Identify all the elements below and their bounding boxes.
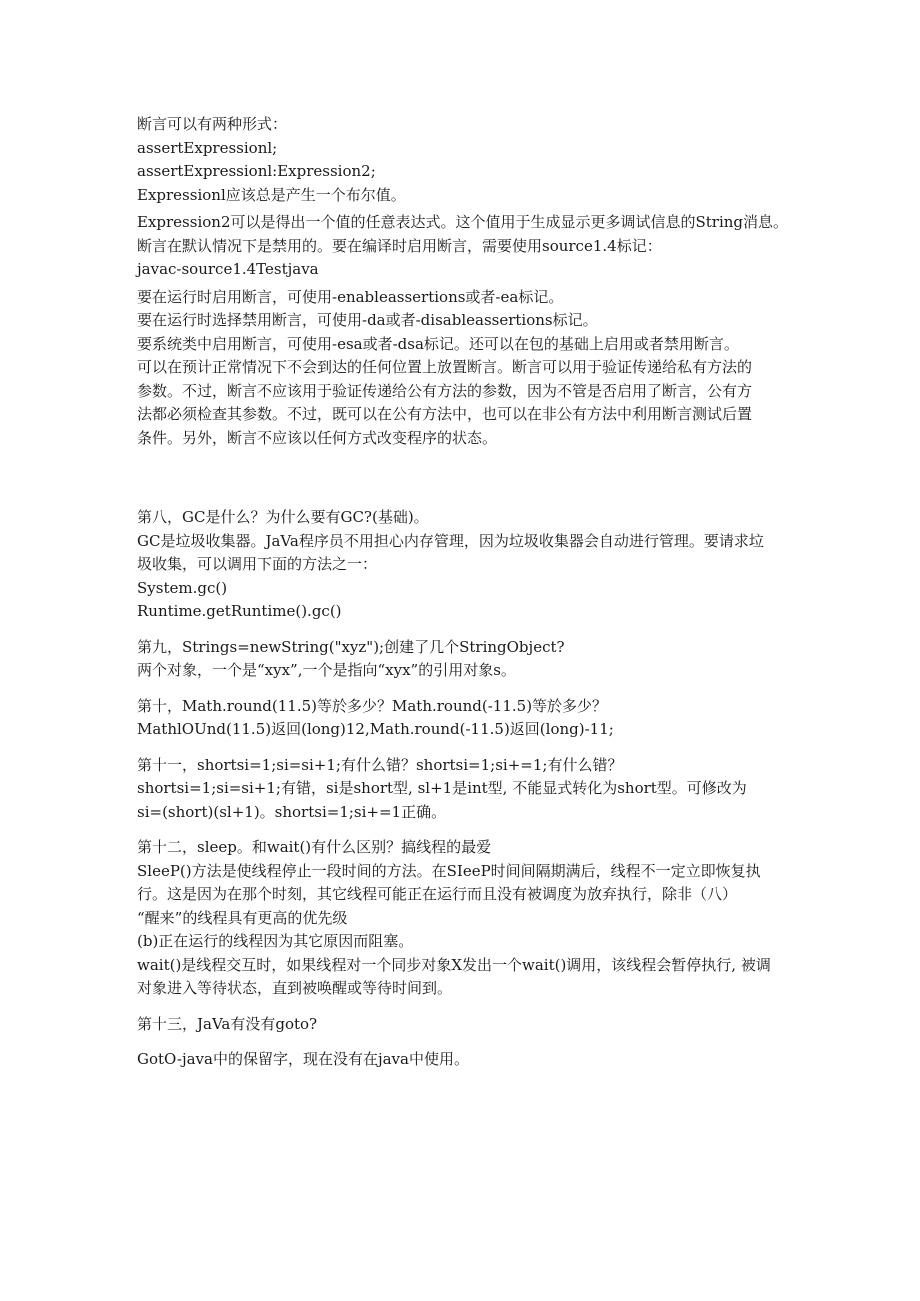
code-line: assertExpressionl; xyxy=(137,138,278,157)
question-heading: 第九，Strings=newString("xyz");创建了几个StringObject? xyxy=(137,637,565,656)
code-line: System.gc() xyxy=(137,578,228,597)
assertion-section xyxy=(137,113,789,450)
text-line: SleeP()方法是使线程停止一段时间的方法。在SIeeP时间间隔期满后，线程不一定立即恢复执 xyxy=(137,861,761,880)
text-line: 行。这是因为在那个时刻，其它线程可能正在运行而且没有被调度为放弃执行，除非（八） xyxy=(137,885,738,903)
question-heading: 第八，GC是什么？为什么要有GC?(基础)。 xyxy=(137,508,429,526)
question-heading: 第十二，sleep。和wait()有什么区别？搞线程的最爱 xyxy=(137,838,492,856)
text-line: 两个对象，一个是“xyx”,一个是指向“xyx”的引用对象s。 xyxy=(137,661,516,679)
text-line: 要系统类中启用断言，可使用-esa或者-dsa标记。还可以在包的基础上启用或者禁用断言。 xyxy=(137,334,739,353)
gc-section xyxy=(137,506,785,624)
string-section xyxy=(137,636,785,683)
text-line: 条件。另外，断言不应该以任何方式改变程序的状态。 xyxy=(137,428,498,447)
text-line: (b)正在运行的线程因为其它原因而阻塞。 xyxy=(137,932,414,950)
text-line: 要在运行时选择禁用断言，可使用-da或者-disableassertions标记。 xyxy=(137,311,598,329)
goto-section xyxy=(137,1013,785,1072)
question-heading: 第十，Math.round(11.5)等於多少？Math.round(-11.5)等於多少？ xyxy=(137,696,608,715)
text-line: shortsi=1;si=si+1;有错，si是short型, sl+1是int型, 不能显式转化为short型。可修改为 xyxy=(137,779,747,797)
short-section xyxy=(137,754,785,825)
text-line: 可以在预计正常情况下不会到达的任何位置上放置断言。断言可以用于验证传递给私有方法的 xyxy=(137,358,753,376)
code-line: Runtime.getRuntime().gc() xyxy=(137,602,342,620)
text-line: 断言可以有两种形式： xyxy=(137,115,288,133)
text-line: 法都必须检查其参数。不过，既可以在公有方法中，也可以在非公有方法中利用断言测试后置 xyxy=(137,405,753,423)
sleep-section xyxy=(137,836,785,1001)
text-line: 要在运行时启用断言，可使用-enableassertions或者-ea标记。 xyxy=(137,287,564,306)
document-body xyxy=(137,113,789,1072)
code-line: javac-source1.4Testjava xyxy=(137,260,319,278)
code-line: assertExpressionl:Expression2; xyxy=(137,162,376,180)
text-line: GC是垃圾收集器。JaVa程序员不用担心内存管理，因为垃圾收集器会自动进行管理。要请求垃 xyxy=(137,531,764,550)
text-line: Expressionl应该总是产生一个布尔值。 xyxy=(137,185,406,204)
text-line: Expression2可以是得出一个值的任意表达式。这个值用于生成显示更多调试信息的String消息。 xyxy=(137,213,789,231)
text-line: GotO-java中的保留字，现在没有在java中使用。 xyxy=(137,1050,469,1068)
text-line: 参数。不过，断言不应该用于验证传递给公有方法的参数，因为不管是否启用了断言，公有方 xyxy=(137,381,753,400)
question-heading: 第十三，JaVa有没有goto? xyxy=(137,1014,318,1033)
text-line: 断言在默认情况下是禁用的。要在编译时启用断言，需要使用source1.4标记： xyxy=(137,236,662,255)
question-heading: 第十一，shortsi=1;si=si+1;有什么错？shortsi=1;si+=1;有什么错？ xyxy=(137,755,623,774)
text-line: wait()是线程交互时，如果线程对一个同步对象X发出一个wait()调用，该线程会暂停执行, 被调 xyxy=(137,955,771,974)
text-line: 对象进入等待状态，直到被唤醒或等待时间到。 xyxy=(137,979,453,997)
round-section xyxy=(137,695,785,742)
text-line: MathlOUnd(11.5)返回(long)12,Math.round(-11.5)返回(long)-11; xyxy=(137,720,614,738)
text-line: “醒来”的线程具有更高的优先级 xyxy=(137,908,348,927)
text-line: si=(short)(sl+1)。shortsi=1;si+=1正确。 xyxy=(137,802,447,821)
text-line: 圾收集，可以调用下面的方法之一： xyxy=(137,555,378,573)
